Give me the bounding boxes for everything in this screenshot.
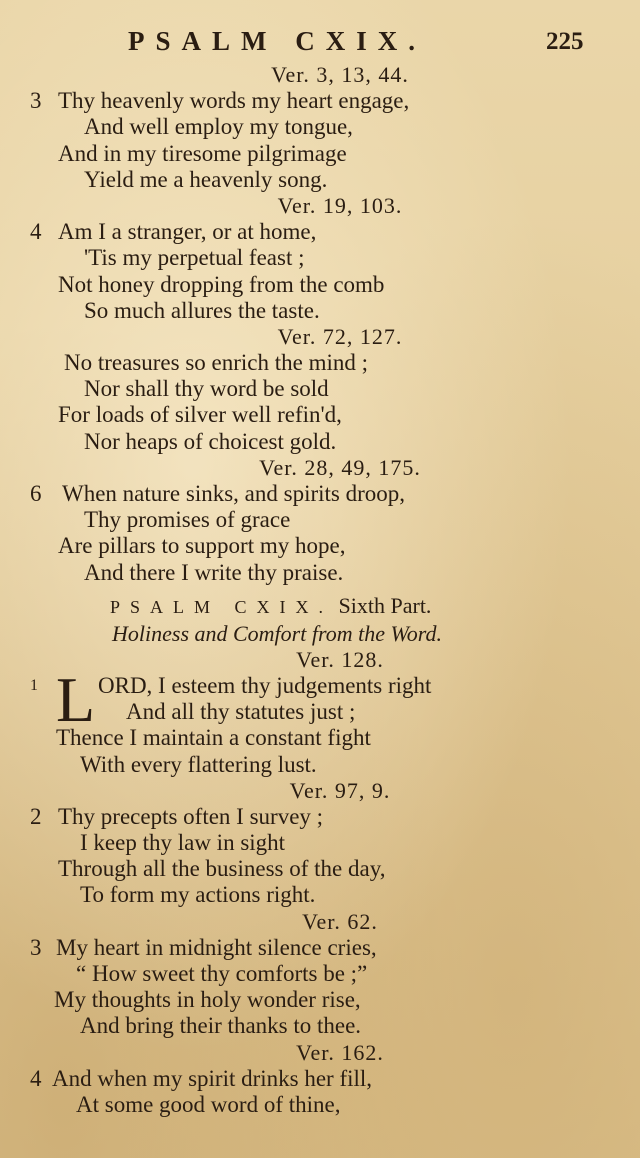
stanza-line: And bring their thanks to thee.: [80, 1013, 362, 1039]
verse-reference: Ver. 19, 103.: [277, 192, 403, 218]
stanza-line: So much allures the taste.: [84, 297, 320, 323]
stanza-line: To form my actions right.: [80, 882, 316, 908]
stanza-number: 3: [30, 88, 42, 114]
stanza-line: Thence I maintain a constant fight: [56, 725, 371, 751]
stanza-line: No treasures so enrich the mind ;: [64, 350, 369, 376]
part-heading: [0, 592, 640, 620]
verse-reference: Ver. 162.: [296, 1039, 384, 1065]
stanza-line: 4 Am I a stranger, or at home,: [30, 219, 317, 245]
verse-reference: Ver. 72, 127.: [277, 323, 403, 349]
stanza-number: 4: [30, 1065, 42, 1091]
stanza-line: I keep thy law in sight: [80, 830, 286, 856]
stanza-line: 3 Thy heavenly words my heart engage,: [30, 88, 410, 114]
stanza-line: 1 L ORD, I esteem thy judgements right: [30, 663, 432, 735]
drop-cap: L: [56, 663, 96, 735]
part-psalm: PSALM CXIX.: [110, 596, 334, 617]
stanza-line: Are pillars to support my hope,: [58, 533, 346, 559]
verse-reference: Ver. 128.: [296, 646, 384, 672]
stanza-line: Thy promises of grace: [84, 507, 291, 533]
stanza-line: With every flattering lust.: [80, 751, 317, 777]
stanza-number: 2: [30, 803, 42, 829]
stanza-line: 'Tis my perpetual feast ;: [84, 245, 305, 271]
stanza-number: 4: [30, 219, 42, 245]
verse-reference: Ver. 28, 49, 175.: [259, 454, 421, 480]
stanza-line: And there I write thy praise.: [84, 559, 344, 585]
stanza-line: And well employ my tongue,: [84, 114, 353, 140]
page-content: [0, 62, 640, 1118]
running-head: PSALM CXIX.: [128, 26, 427, 56]
stanza-line: Through all the business of the day,: [58, 856, 386, 882]
stanza-number: 6: [30, 481, 42, 506]
verse-reference: Ver. 62.: [302, 908, 378, 934]
stanza-line: Yield me a heavenly song.: [84, 166, 328, 192]
stanza-number: 1: [30, 676, 38, 694]
stanza-line: 6 When nature sinks, and spirits droop,: [30, 481, 406, 506]
stanza-line: At some good word of thine,: [76, 1091, 341, 1117]
part-subtitle: Holiness and Comfort from the Word.: [112, 620, 443, 646]
stanza-line: Nor heaps of choicest gold.: [84, 428, 337, 454]
stanza-line: 4 And when my spirit drinks her fill,: [30, 1065, 373, 1091]
stanza-line: And in my tiresome pilgrimage: [58, 140, 347, 166]
stanza-number: 3: [30, 934, 42, 960]
part-label: Sixth Part.: [338, 592, 432, 618]
stanza-line: My thoughts in holy wonder rise,: [54, 987, 361, 1013]
stanza-line: “ How sweet thy comforts be ;”: [76, 961, 368, 986]
stanza-line: Not honey dropping from the comb: [58, 271, 385, 297]
stanza-line: For loads of silver well refin'd,: [58, 402, 342, 428]
stanza-line: 2 Thy precepts often I survey ;: [30, 803, 324, 829]
verse-reference: Ver. 3, 13, 44.: [271, 62, 409, 87]
stanza-line: And all thy statutes just ;: [126, 699, 356, 725]
stanza-line: Nor shall thy word be sold: [84, 376, 329, 402]
verse-reference: Ver. 97, 9.: [289, 777, 391, 803]
stanza-line: 3 My heart in midnight silence cries,: [30, 934, 377, 960]
page-number: 225: [546, 28, 584, 55]
page-header: [0, 22, 640, 62]
